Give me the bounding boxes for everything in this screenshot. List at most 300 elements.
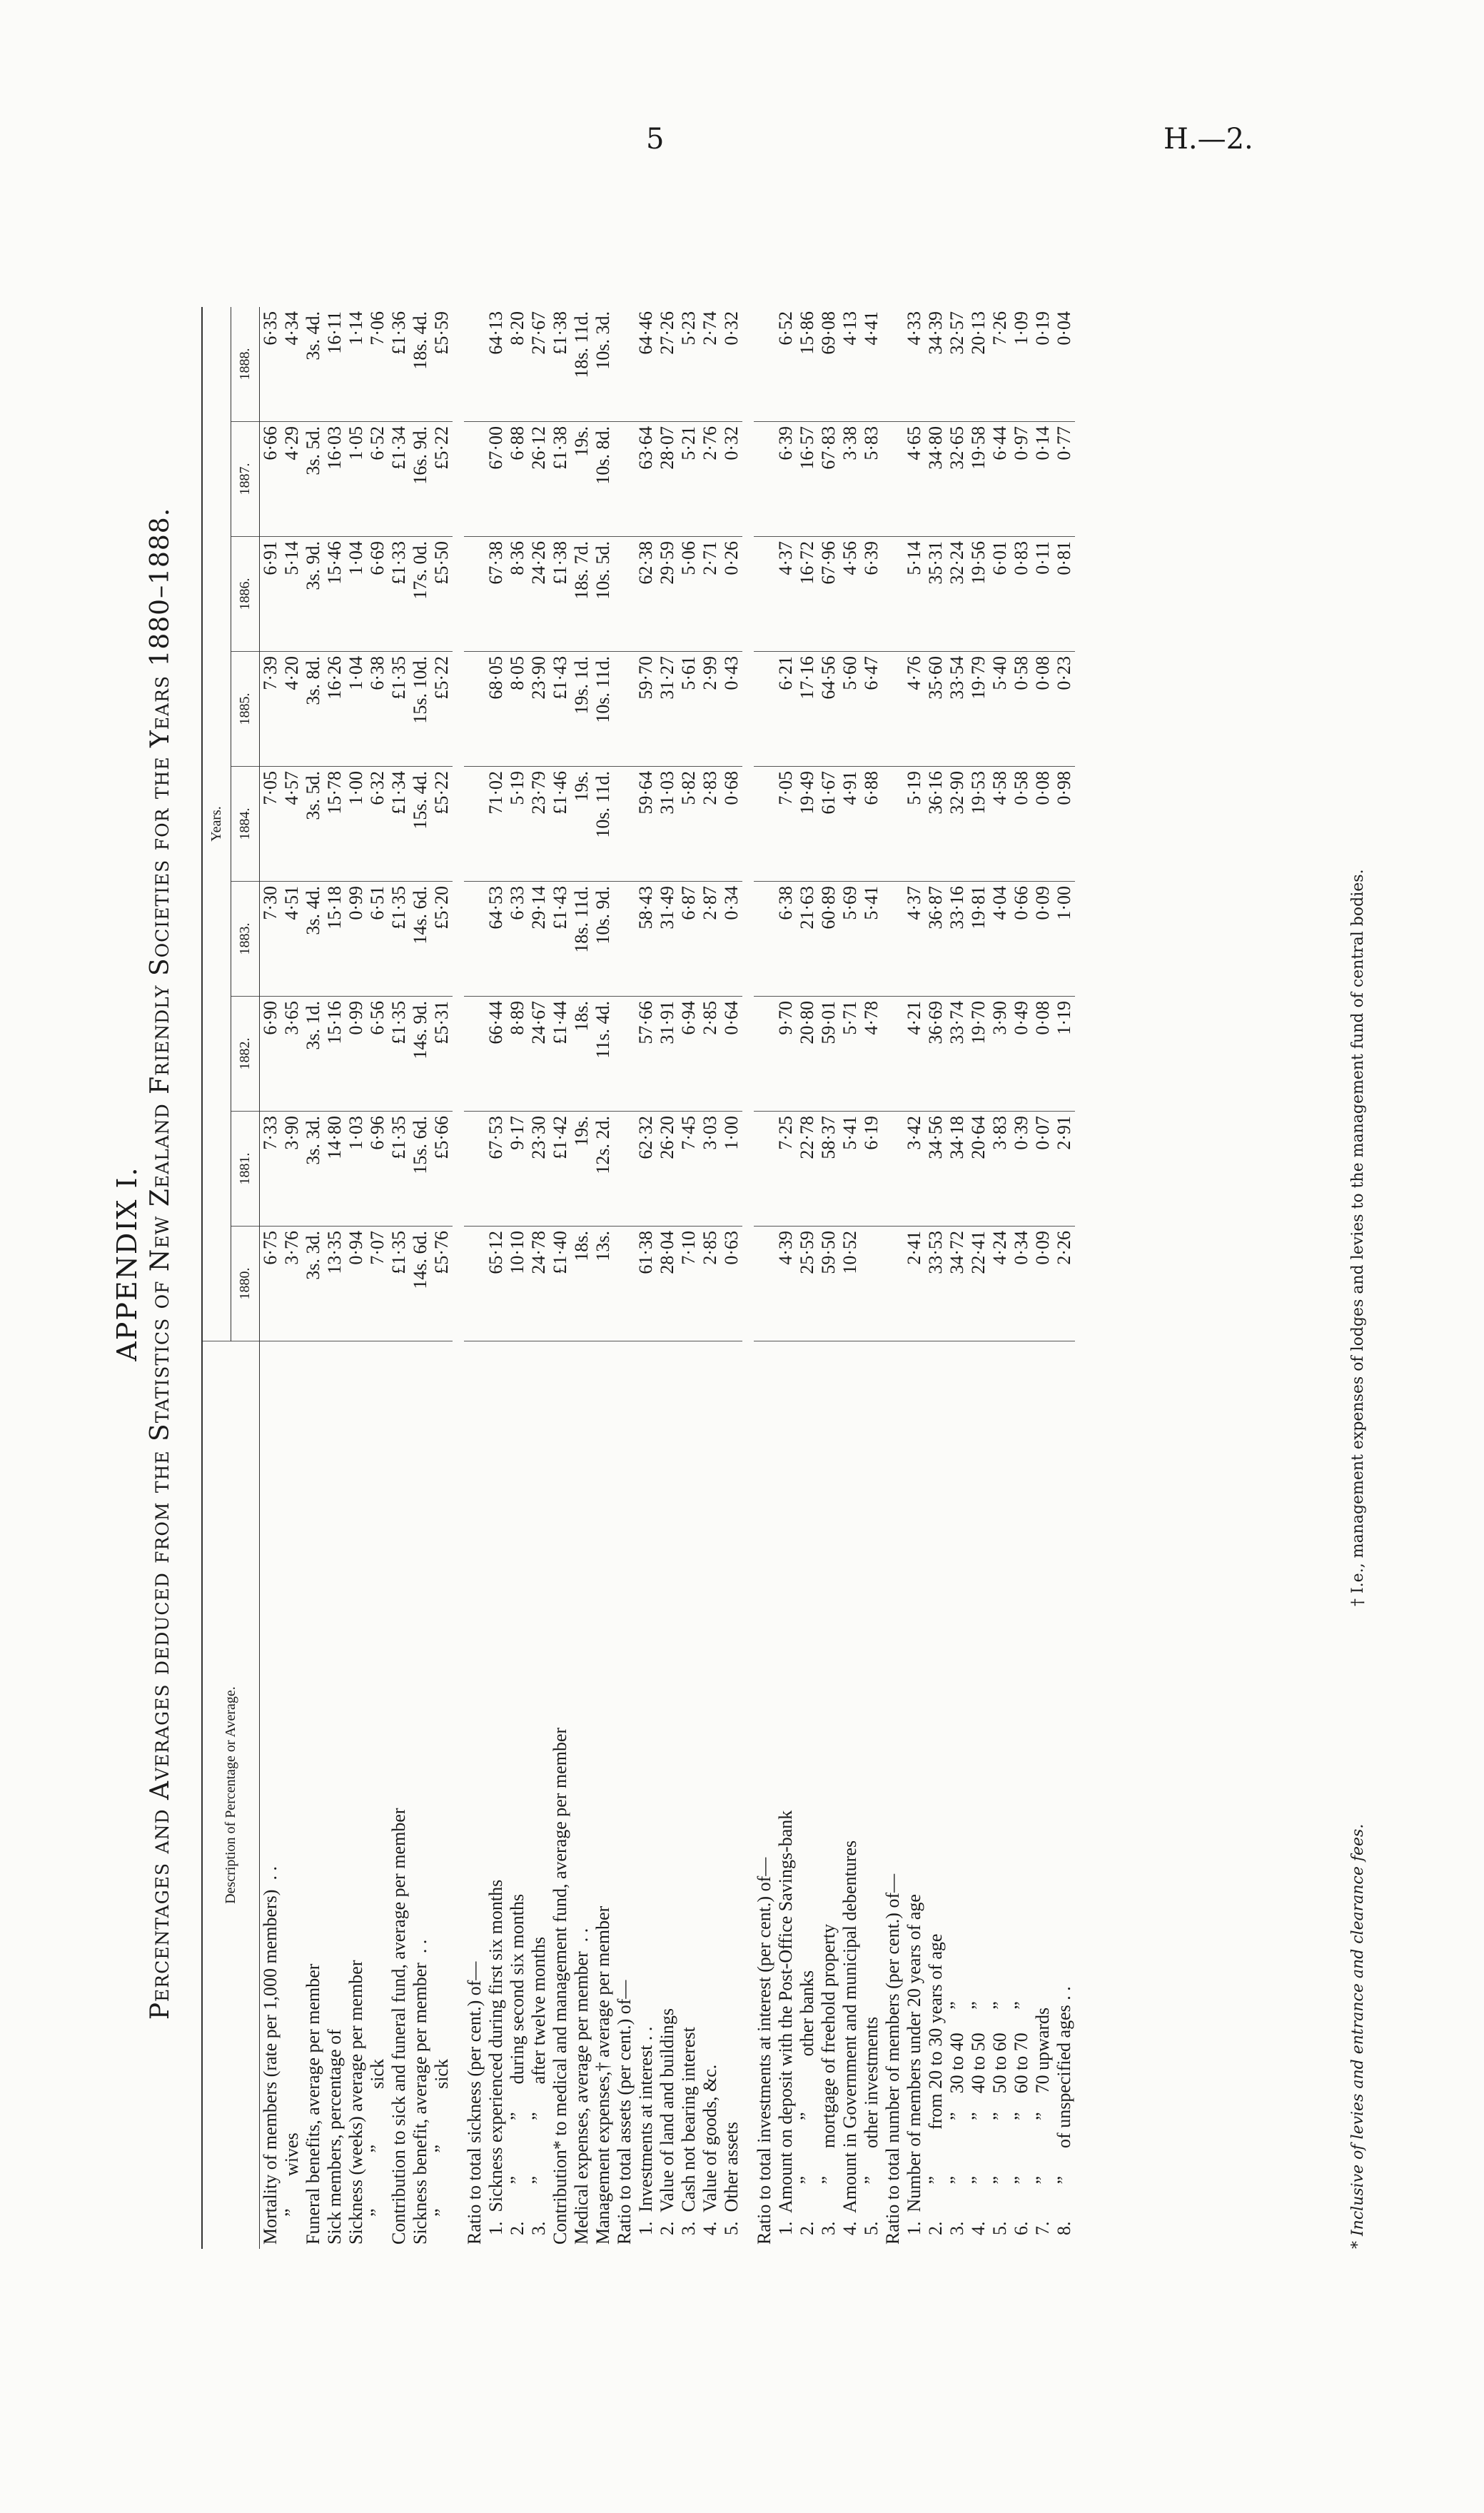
- table-cell: 26·12: [528, 422, 550, 537]
- table-cell: 6·88: [507, 422, 528, 537]
- table-cell: £1·38: [550, 307, 571, 422]
- table-row: [861, 307, 882, 2249]
- table-cell: £1·36: [388, 307, 410, 422]
- table-cell: [464, 1227, 485, 1341]
- table-cell: 5·19: [507, 767, 528, 882]
- table-cell: [754, 997, 775, 1112]
- table-cell: 6·39: [775, 422, 797, 537]
- table-cell: 3·38: [839, 422, 861, 537]
- table-cell: 6·38: [775, 882, 797, 997]
- table-row: [1011, 307, 1032, 2249]
- table-cell: 64·53: [485, 882, 507, 997]
- table-cell: 7·26: [989, 307, 1011, 422]
- table-cell: 4·39: [775, 1227, 797, 1341]
- row-description: 4. Value of goods, &c.: [700, 2064, 720, 2245]
- table-cell: 7·07: [367, 1227, 388, 1341]
- table-cell: [614, 1112, 635, 1227]
- table-cell: 0·58: [1011, 652, 1032, 767]
- table-cell: 61·67: [818, 767, 839, 882]
- table-cell: [754, 882, 775, 997]
- table-cell: £5·22: [431, 767, 453, 882]
- table-cell: 6·33: [507, 882, 528, 997]
- table-cell: [614, 652, 635, 767]
- row-description: 5. Other assets: [721, 2122, 742, 2245]
- table-cell: 67·00: [485, 422, 507, 537]
- table-cell: 19s.: [571, 422, 592, 537]
- table-cell: [754, 422, 775, 537]
- table-cell: 4·04: [989, 882, 1011, 997]
- table-cell: 2·85: [700, 1227, 721, 1341]
- table-cell: [614, 882, 635, 997]
- table-cell: [754, 537, 775, 652]
- table-cell: 67·83: [818, 422, 839, 537]
- table-cell: 14s. 9d.: [410, 997, 431, 1112]
- table-cell: 31·27: [657, 652, 678, 767]
- table-cell: 15·86: [797, 307, 818, 422]
- table-cell: 20·80: [797, 997, 818, 1112]
- table-cell: 0·08: [1032, 997, 1054, 1112]
- table-cell: [464, 652, 485, 767]
- table-cell: 6·39: [861, 537, 882, 652]
- row-description: 5. ” ” 50 to 60 ”: [989, 2001, 1010, 2245]
- table-row: [528, 307, 550, 2249]
- table-cell: 33·53: [925, 1227, 947, 1341]
- table-cell: 0·49: [1011, 997, 1032, 1112]
- table-cell: 10s. 5d.: [592, 537, 614, 652]
- table-cell: 6·94: [678, 997, 700, 1112]
- table-cell: 58·37: [818, 1112, 839, 1227]
- table-cell: [614, 537, 635, 652]
- table-cell: 10s. 11d.: [592, 652, 614, 767]
- table-cell: [464, 767, 485, 882]
- page-number: 5: [646, 123, 665, 156]
- table-cell: 4·29: [281, 422, 303, 537]
- table-cell: 2·74: [700, 307, 721, 422]
- table-cell: 7·25: [775, 1112, 797, 1227]
- table-cell: 6·35: [260, 307, 282, 422]
- table-cell: 9·70: [775, 997, 797, 1112]
- table-cell: 34·80: [925, 422, 947, 537]
- table-cell: [464, 997, 485, 1112]
- table-cell: 5·40: [989, 652, 1011, 767]
- table-cell: 61·38: [635, 1227, 657, 1341]
- table-row: [464, 307, 485, 2249]
- table-cell: 0·99: [345, 882, 367, 997]
- table-cell: 3s. 8d.: [303, 652, 324, 767]
- table-row: [925, 307, 947, 2249]
- table-cell: 6·52: [775, 307, 797, 422]
- table-cell: 2·87: [700, 882, 721, 997]
- table-cell: 1·05: [345, 422, 367, 537]
- table-cell: 0·99: [345, 997, 367, 1112]
- year-header: 1887.: [231, 422, 260, 537]
- table-cell: 6·66: [260, 422, 282, 537]
- table-cell: 15s. 6d.: [410, 1112, 431, 1227]
- table-cell: 33·16: [947, 882, 968, 997]
- table-row: [550, 307, 571, 2249]
- table-cell: 65·12: [485, 1227, 507, 1341]
- table-cell: 5·41: [861, 882, 882, 997]
- table-cell: 18s. 7d.: [571, 537, 592, 652]
- table-cell: 19·79: [968, 652, 989, 767]
- table-cell: 2·91: [1054, 1112, 1075, 1227]
- table-cell: 2·83: [700, 767, 721, 882]
- table-cell: [882, 422, 904, 537]
- table-cell: 60·89: [818, 882, 839, 997]
- table-cell: 0·08: [1032, 767, 1054, 882]
- row-description: 5. ” other investments: [861, 2016, 882, 2245]
- table-cell: £1·38: [550, 422, 571, 537]
- table-cell: [614, 1227, 635, 1341]
- table-cell: 14s. 6d.: [410, 1227, 431, 1341]
- table-cell: 9·17: [507, 1112, 528, 1227]
- table-cell: 26·20: [657, 1112, 678, 1227]
- row-description: 1. Amount on deposit with the Post-Office Savings-bank: [775, 1810, 796, 2245]
- row-description: 2. ” ” other banks: [797, 1970, 817, 2245]
- table-row: [345, 307, 367, 2249]
- table-row: [818, 307, 839, 2249]
- table-cell: 3s. 1d.: [303, 997, 324, 1112]
- year-header: 1888.: [231, 307, 260, 422]
- table-cell: 6·32: [367, 767, 388, 882]
- table-cell: 64·46: [635, 307, 657, 422]
- statistics-table: [201, 307, 1075, 2249]
- table-cell: 2·76: [700, 422, 721, 537]
- table-cell: £5·22: [431, 422, 453, 537]
- row-description: 1. Sickness experienced during first six months: [485, 1879, 506, 2245]
- table-cell: [861, 1227, 882, 1341]
- table-cell: [614, 997, 635, 1112]
- table-cell: [614, 307, 635, 422]
- table-cell: 15s. 10d.: [410, 652, 431, 767]
- table-cell: 19·58: [968, 422, 989, 537]
- table-cell: 6·56: [367, 997, 388, 1112]
- table-cell: [754, 652, 775, 767]
- table-cell: 62·32: [635, 1112, 657, 1227]
- table-cell: 71·02: [485, 767, 507, 882]
- table-cell: 6·90: [260, 997, 282, 1112]
- table-cell: 15·46: [324, 537, 345, 652]
- table-cell: 23·90: [528, 652, 550, 767]
- year-header: 1880.: [231, 1227, 260, 1341]
- row-description: 2. ” ” during second six months: [507, 1893, 528, 2245]
- table-cell: 24·67: [528, 997, 550, 1112]
- table-cell: 0·43: [721, 652, 742, 767]
- years-header: Years.: [202, 307, 231, 1341]
- row-description: 3. ” mortgage of freehold property: [818, 1923, 839, 2245]
- table-cell: 6·38: [367, 652, 388, 767]
- table-cell: 7·06: [367, 307, 388, 422]
- table-cell: 4·37: [904, 882, 925, 997]
- table-cell: 6·75: [260, 1227, 282, 1341]
- table-cell: [882, 537, 904, 652]
- table-cell: 0·08: [1032, 652, 1054, 767]
- row-description: Contribution* to medical and management fund, average per member: [550, 1727, 570, 2245]
- table-cell: 0·09: [1032, 882, 1054, 997]
- row-description: Medical expenses, average per member . .: [571, 1928, 592, 2245]
- table-cell: [464, 882, 485, 997]
- table-cell: 14·80: [324, 1112, 345, 1227]
- table-cell: 20·64: [968, 1112, 989, 1227]
- rotated-page-content: [107, 193, 1420, 2335]
- table-cell: 4·33: [904, 307, 925, 422]
- table-cell: 2·85: [700, 997, 721, 1112]
- table-cell: 5·69: [839, 882, 861, 997]
- table-cell: £5·20: [431, 882, 453, 997]
- row-spacer: [453, 307, 464, 2249]
- table-row: [721, 307, 742, 2249]
- table-row: [968, 307, 989, 2249]
- table-cell: 13s.: [592, 1227, 614, 1341]
- table-cell: 5·60: [839, 652, 861, 767]
- table-cell: 7·30: [260, 882, 282, 997]
- table-row: [281, 307, 303, 2249]
- table-row: [324, 307, 345, 2249]
- table-cell: £1·35: [388, 1227, 410, 1341]
- table-cell: [754, 307, 775, 422]
- table-row: [571, 307, 592, 2249]
- table-cell: 32·65: [947, 422, 968, 537]
- table-cell: 32·24: [947, 537, 968, 652]
- table-cell: 0·83: [1011, 537, 1032, 652]
- table-cell: 32·57: [947, 307, 968, 422]
- table-cell: 66·44: [485, 997, 507, 1112]
- table-cell: 4·76: [904, 652, 925, 767]
- table-cell: £1·34: [388, 767, 410, 882]
- table-cell: 32·90: [947, 767, 968, 882]
- table-cell: 27·67: [528, 307, 550, 422]
- table-cell: £5·31: [431, 997, 453, 1112]
- table-row: [635, 307, 657, 2249]
- table-cell: 59·70: [635, 652, 657, 767]
- table-cell: £5·66: [431, 1112, 453, 1227]
- row-description: Ratio to total investments at interest (per cent.) of—: [754, 1857, 774, 2245]
- table-cell: 62·38: [635, 537, 657, 652]
- table-cell: 5·19: [904, 767, 925, 882]
- table-cell: 5·82: [678, 767, 700, 882]
- table-row: [485, 307, 507, 2249]
- row-description: ” ” sick: [367, 2059, 388, 2245]
- table-cell: 0·97: [1011, 422, 1032, 537]
- footnote-dagger: † I.e., management expenses of lodges and levies to the management fund of central bodies.: [1349, 869, 1367, 1606]
- table-cell: [614, 422, 635, 537]
- table-cell: 12s. 2d.: [592, 1112, 614, 1227]
- table-cell: £5·22: [431, 652, 453, 767]
- table-cell: £1·35: [388, 652, 410, 767]
- table-cell: 16·11: [324, 307, 345, 422]
- table-cell: £1·33: [388, 537, 410, 652]
- table-cell: £1·43: [550, 652, 571, 767]
- table-cell: 63·64: [635, 422, 657, 537]
- table-cell: 0·07: [1032, 1112, 1054, 1227]
- table-cell: 0·26: [721, 537, 742, 652]
- table-cell: £1·46: [550, 767, 571, 882]
- table-row: [989, 307, 1011, 2249]
- row-description: Funeral benefits, average per member: [303, 1963, 323, 2245]
- row-spacer: [742, 307, 754, 2249]
- table-cell: 10s. 3d.: [592, 307, 614, 422]
- row-description: Ratio to total number of members (per cent.) of—: [882, 1873, 903, 2245]
- table-cell: 3s. 3d.: [303, 1227, 324, 1341]
- table-cell: 0·58: [1011, 767, 1032, 882]
- table-cell: 19·56: [968, 537, 989, 652]
- year-header: 1886.: [231, 537, 260, 652]
- table-cell: 36·87: [925, 882, 947, 997]
- table-cell: 16·57: [797, 422, 818, 537]
- table-cell: 4·57: [281, 767, 303, 882]
- row-description: ” ” sick: [431, 2059, 452, 2245]
- table-cell: 16·03: [324, 422, 345, 537]
- table-cell: 34·72: [947, 1227, 968, 1341]
- row-description: Sickness (weeks) average per member: [345, 1960, 366, 2245]
- table-cell: 31·49: [657, 882, 678, 997]
- table-cell: [882, 882, 904, 997]
- table-cell: £1·43: [550, 882, 571, 997]
- table-cell: 5·83: [861, 422, 882, 537]
- table-cell: 15s. 4d.: [410, 767, 431, 882]
- table-cell: 19·49: [797, 767, 818, 882]
- row-description: Ratio to total assets (per cent.) of—: [614, 1980, 635, 2245]
- table-cell: 18s. 11d.: [571, 882, 592, 997]
- table-cell: 10s. 8d.: [592, 422, 614, 537]
- table-cell: 1·00: [1054, 882, 1075, 997]
- table-cell: 1·09: [1011, 307, 1032, 422]
- row-description: 4. Amount in Government and municipal debentures: [839, 1840, 860, 2245]
- table-cell: 28·07: [657, 422, 678, 537]
- table-cell: [754, 1112, 775, 1227]
- row-description: 8. ” of unspecified ages . .: [1054, 1986, 1074, 2245]
- table-cell: 33·54: [947, 652, 968, 767]
- table-cell: 6·21: [775, 652, 797, 767]
- footnote-star: * Inclusive of levies and entrance and clearance fees.: [1349, 1823, 1367, 2249]
- table-cell: 13·35: [324, 1227, 345, 1341]
- table-cell: 16·72: [797, 537, 818, 652]
- table-cell: 14s. 6d.: [410, 882, 431, 997]
- table-row: [614, 307, 635, 2249]
- table-cell: 4·34: [281, 307, 303, 422]
- table-cell: 10s. 11d.: [592, 767, 614, 882]
- table-cell: 7·33: [260, 1112, 282, 1227]
- table-cell: 6·96: [367, 1112, 388, 1227]
- table-cell: £5·59: [431, 307, 453, 422]
- table-row: [678, 307, 700, 2249]
- table-cell: 3s. 4d.: [303, 307, 324, 422]
- table-cell: [614, 767, 635, 882]
- table-cell: 3·03: [700, 1112, 721, 1227]
- table-cell: [464, 1112, 485, 1227]
- table-cell: 0·19: [1032, 307, 1054, 422]
- table-cell: £1·35: [388, 882, 410, 997]
- table-cell: 19·53: [968, 767, 989, 882]
- table-cell: 6·44: [989, 422, 1011, 537]
- table-cell: 59·64: [635, 767, 657, 882]
- table-cell: £1·34: [388, 422, 410, 537]
- table-cell: 3·65: [281, 997, 303, 1112]
- table-cell: 4·13: [839, 307, 861, 422]
- table-row: [410, 307, 431, 2249]
- row-description: 1. Investments at interest . .: [635, 2026, 656, 2245]
- table-cell: 4·21: [904, 997, 925, 1112]
- table-cell: 0·32: [721, 422, 742, 537]
- table-cell: 5·06: [678, 537, 700, 652]
- table-cell: 24·78: [528, 1227, 550, 1341]
- table-cell: [464, 307, 485, 422]
- row-description: 3. Cash not bearing interest: [678, 2027, 699, 2245]
- table-cell: £1·35: [388, 1112, 410, 1227]
- table-cell: 19s.: [571, 1112, 592, 1227]
- table-cell: £1·40: [550, 1227, 571, 1341]
- table-cell: 3·42: [904, 1112, 925, 1227]
- table-row: [431, 307, 453, 2249]
- table-cell: £1·35: [388, 997, 410, 1112]
- table-cell: 4·51: [281, 882, 303, 997]
- table-cell: 6·52: [367, 422, 388, 537]
- table-cell: £1·42: [550, 1112, 571, 1227]
- table-cell: 10·10: [507, 1227, 528, 1341]
- table-cell: 0·32: [721, 307, 742, 422]
- row-description: 3. ” ” 30 to 40 ”: [947, 2001, 967, 2245]
- year-header: 1882.: [231, 997, 260, 1112]
- table-cell: 1·04: [345, 652, 367, 767]
- table-row: [592, 307, 614, 2249]
- table-cell: 3·83: [989, 1112, 1011, 1227]
- table-cell: 34·18: [947, 1112, 968, 1227]
- table-cell: 69·08: [818, 307, 839, 422]
- table-cell: 0·94: [345, 1227, 367, 1341]
- table-cell: 1·19: [1054, 997, 1075, 1112]
- table-cell: 3s. 4d.: [303, 882, 324, 997]
- table-cell: 7·05: [260, 767, 282, 882]
- table-cell: 31·91: [657, 997, 678, 1112]
- table-cell: 6·01: [989, 537, 1011, 652]
- row-description: 2. Value of land and buildings: [657, 2008, 677, 2245]
- table-cell: 29·14: [528, 882, 550, 997]
- table-cell: 34·39: [925, 307, 947, 422]
- table-cell: 7·10: [678, 1227, 700, 1341]
- table-row: [657, 307, 678, 2249]
- table-cell: 68·05: [485, 652, 507, 767]
- table-cell: 5·21: [678, 422, 700, 537]
- row-description: 1. Number of members under 20 years of age: [904, 1894, 924, 2245]
- table-cell: 67·96: [818, 537, 839, 652]
- table-cell: 4·78: [861, 997, 882, 1112]
- row-description: 7. ” ” 70 upwards: [1032, 2007, 1053, 2245]
- table-row: [700, 307, 721, 2249]
- table-cell: 8·36: [507, 537, 528, 652]
- table-cell: 0·63: [721, 1227, 742, 1341]
- table-cell: [464, 422, 485, 537]
- table-cell: 8·05: [507, 652, 528, 767]
- table-cell: 18s.: [571, 1227, 592, 1341]
- table-row: [754, 307, 775, 2249]
- table-cell: 20·13: [968, 307, 989, 422]
- table-cell: 25·59: [797, 1227, 818, 1341]
- table-cell: 0·04: [1054, 307, 1075, 422]
- table-cell: 64·56: [818, 652, 839, 767]
- table-cell: 0·68: [721, 767, 742, 882]
- table-cell: 4·58: [989, 767, 1011, 882]
- table-row: [797, 307, 818, 2249]
- table-row: [303, 307, 324, 2249]
- row-description: Ratio to total sickness (per cent.) of—: [464, 1961, 485, 2245]
- table-cell: £1·38: [550, 537, 571, 652]
- table-cell: 5·71: [839, 997, 861, 1112]
- table-cell: 18s. 11d.: [571, 307, 592, 422]
- table-cell: 29·59: [657, 537, 678, 652]
- table-cell: [882, 767, 904, 882]
- table-body: [260, 307, 1076, 2249]
- year-header: 1881.: [231, 1112, 260, 1227]
